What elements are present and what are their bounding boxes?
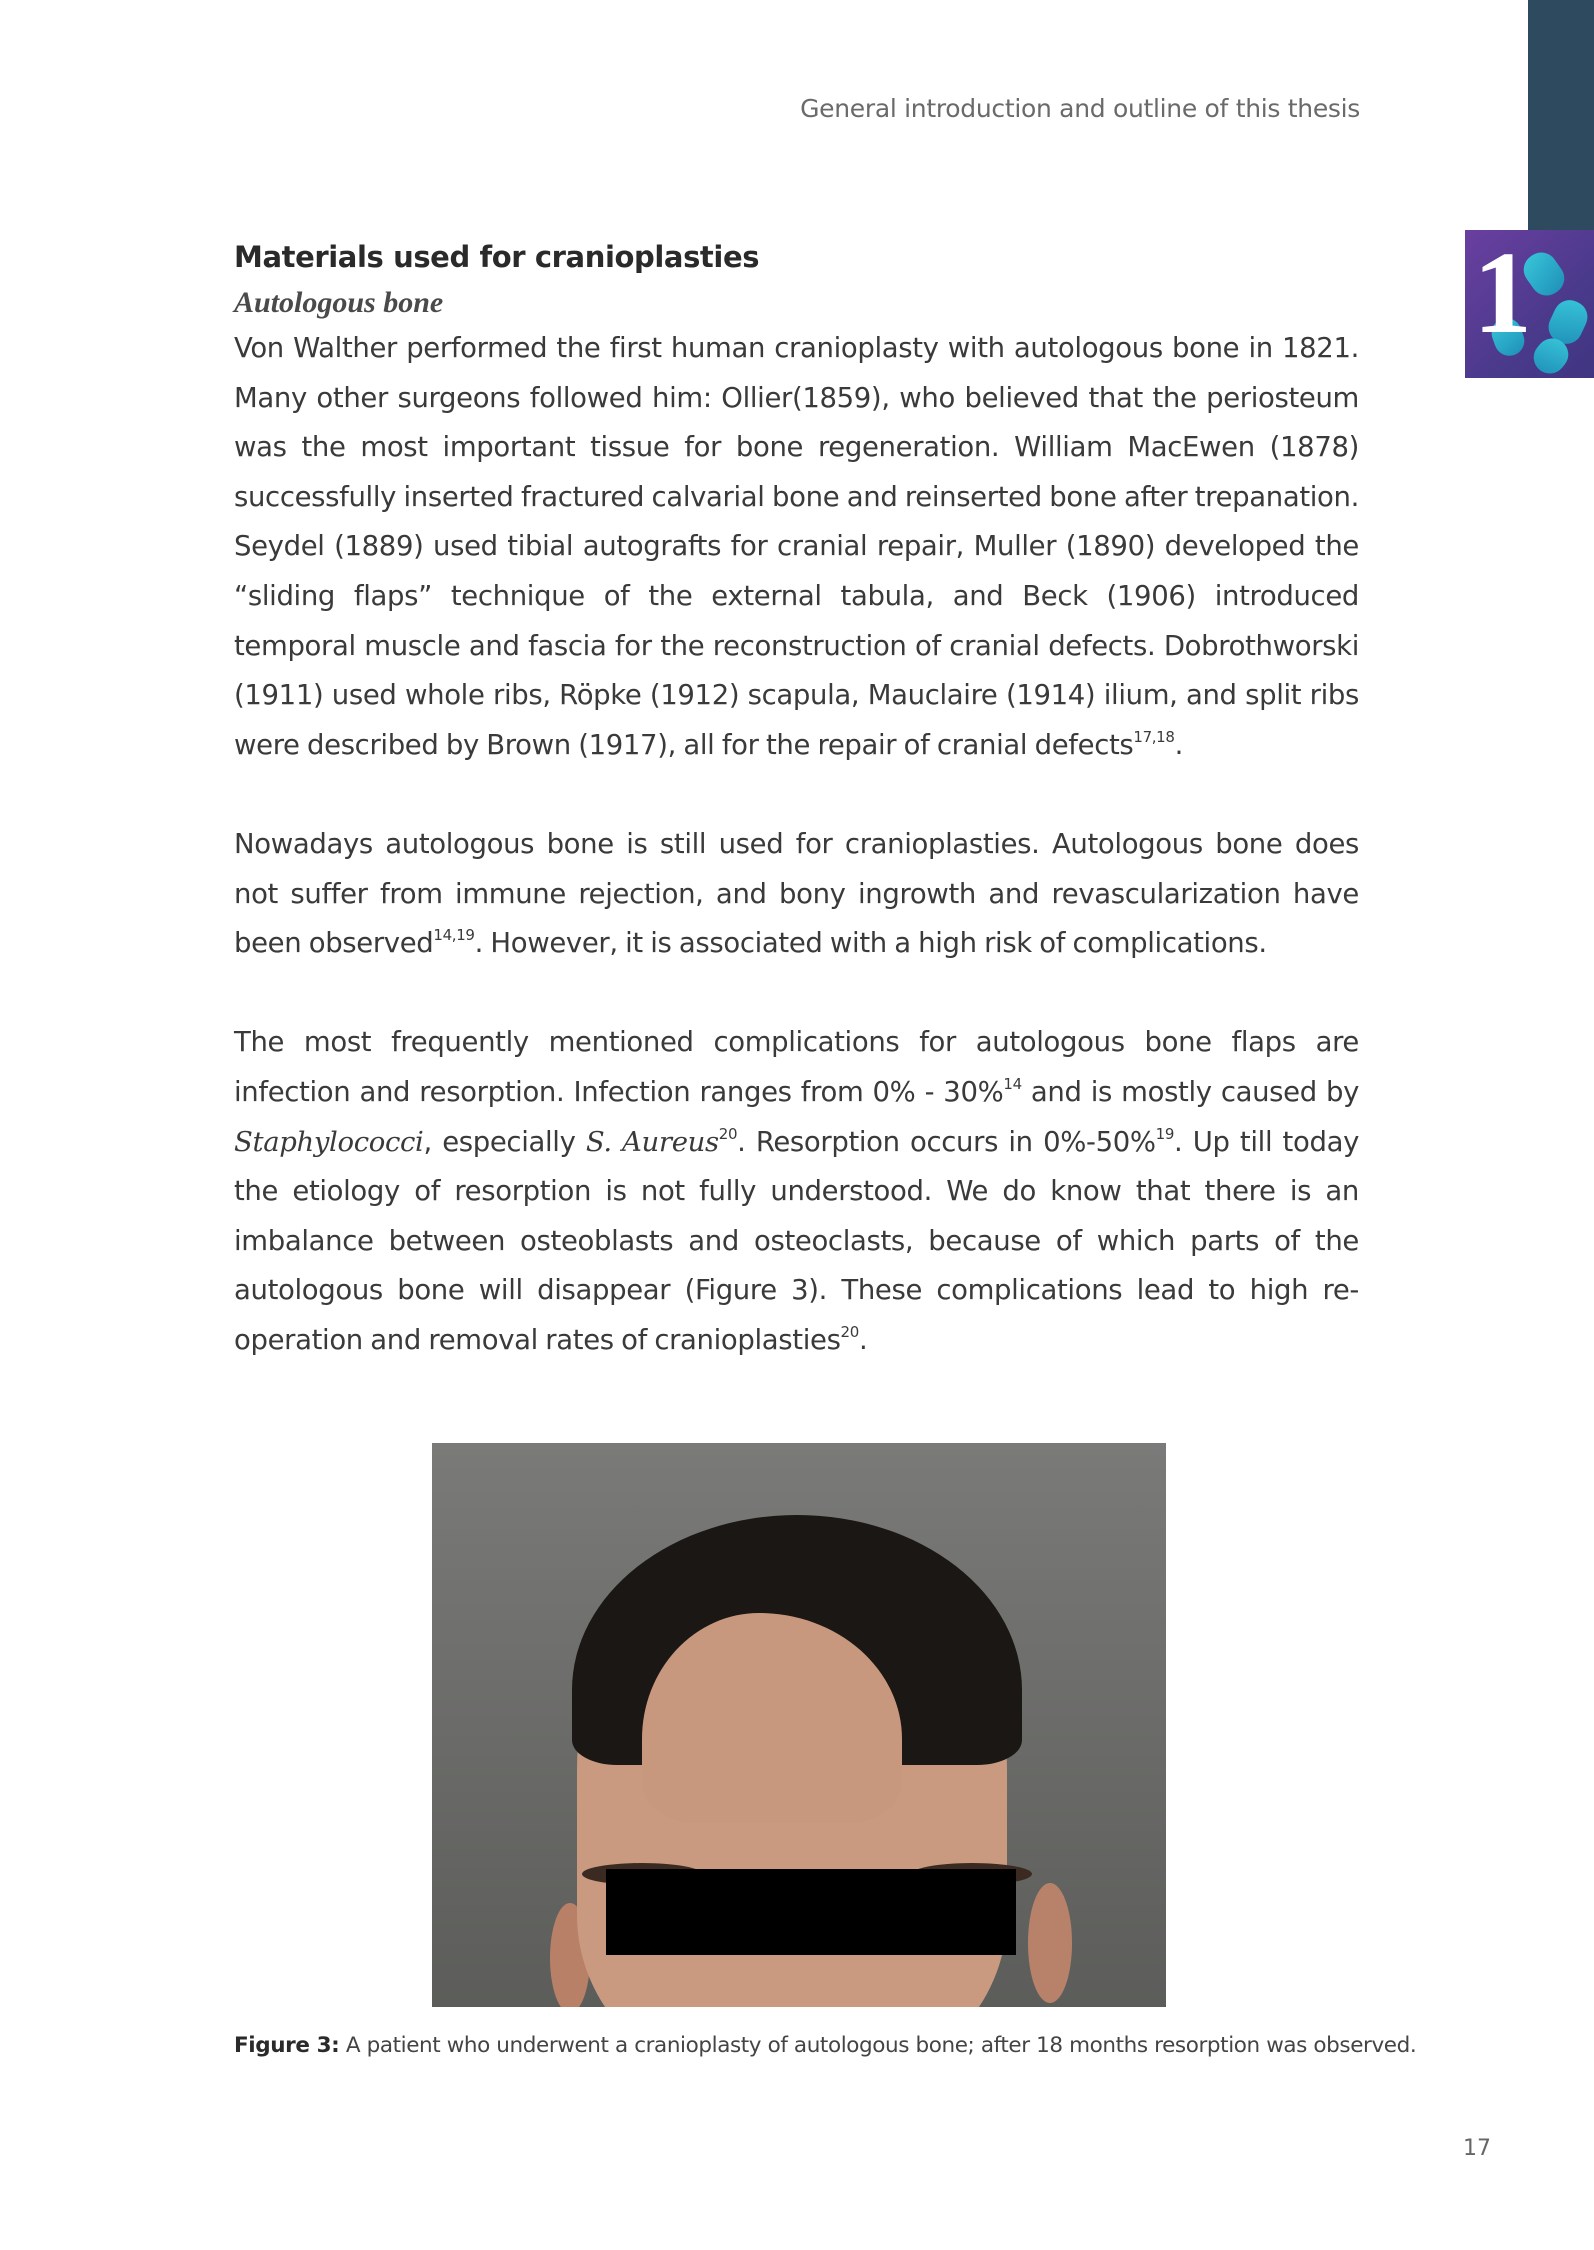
- chapter-tab: [1465, 230, 1594, 378]
- caption-text: A patient who underwent a cranioplasty of autologous bone; after 18 months resorption was observed.: [339, 2033, 1417, 2058]
- paragraph-history: [234, 324, 1359, 770]
- paragraph-current-use: [234, 820, 1359, 969]
- paragraph-text: , especially: [423, 1125, 586, 1158]
- figure-caption: [234, 2033, 1417, 2058]
- section-heading: Materials used for cranioplasties: [234, 240, 760, 274]
- species-name: Staphylococci: [234, 1125, 424, 1158]
- paragraph-text: and is mostly caused by: [1021, 1075, 1360, 1108]
- paragraph-text: . Up till today the etiology of resorption is not fully understood. We do know that there is an imbalance between osteoblasts and osteoclasts, because of which parts of the autologous bone will disappear (Figure 3). These complications lead to high re-operation and removal rates of cranioplasties: [234, 1125, 1359, 1356]
- reference-superscript: 14,19: [433, 926, 475, 945]
- chapter-color-bar: [1528, 0, 1594, 230]
- reference-superscript: 14: [1003, 1074, 1022, 1093]
- ear: [1028, 1883, 1072, 2003]
- reference-superscript: 19: [1155, 1124, 1175, 1143]
- paragraph-text: . Resorption occurs in 0%-50%: [737, 1125, 1156, 1158]
- species-name: S. Aureus: [585, 1125, 719, 1158]
- paragraph-text: Von Walther performed the first human cranioplasty with autologous bone in 1821. Many other surgeons followed him: Ollier(1859), who believed that the periosteum was the most important tissue for bone regeneration. William MacEwen (1878) successfully inserted fractured calvarial bone and reinserted bone after trepanation. Seydel (1889) used tibial autografts for cranial repair, Muller (1890) developed the “sliding flaps” technique of the external tabula, and Beck (1906) introduced temporal muscle and fascia for the reconstruction of cranial defects. Dobrothworski (1911) used whole ribs, Röpke (1912) scapula, Mauclaire (1914) ilium, and split ribs were described by Brown (1917), all for the repair of cranial defects: [234, 332, 1359, 761]
- chapter-number: 1: [1473, 230, 1532, 358]
- paragraph-complications: [234, 1018, 1359, 1365]
- paragraph-text: The most frequently mentioned complications for autologous bone flaps are infection and resorption. Infection ranges from 0% - 30%: [234, 1026, 1359, 1108]
- main-content: [234, 236, 1359, 1365]
- paragraph-text: .: [1174, 728, 1183, 761]
- reference-superscript: 20: [840, 1322, 859, 1341]
- page-number: 17: [1463, 2136, 1491, 2161]
- patient-photo: [432, 1443, 1166, 2007]
- running-header: General introduction and outline of this thesis: [800, 94, 1360, 123]
- reference-superscript: 20: [718, 1124, 738, 1143]
- figure-label: Figure 3:: [234, 2033, 340, 2058]
- paragraph-text: Nowadays autologous bone is still used for cranioplasties. Autologous bone does not suffer from immune rejection, and bony ingrowth and revascularization have been observed: [234, 827, 1359, 960]
- paragraph-text: . However, it is associated with a high risk of complications.: [474, 927, 1267, 960]
- reference-superscript: 17,18: [1133, 727, 1175, 746]
- paragraph-text: .: [858, 1323, 868, 1356]
- censor-bar: [606, 1869, 1016, 1955]
- subsection-heading: Autologous bone: [234, 286, 444, 319]
